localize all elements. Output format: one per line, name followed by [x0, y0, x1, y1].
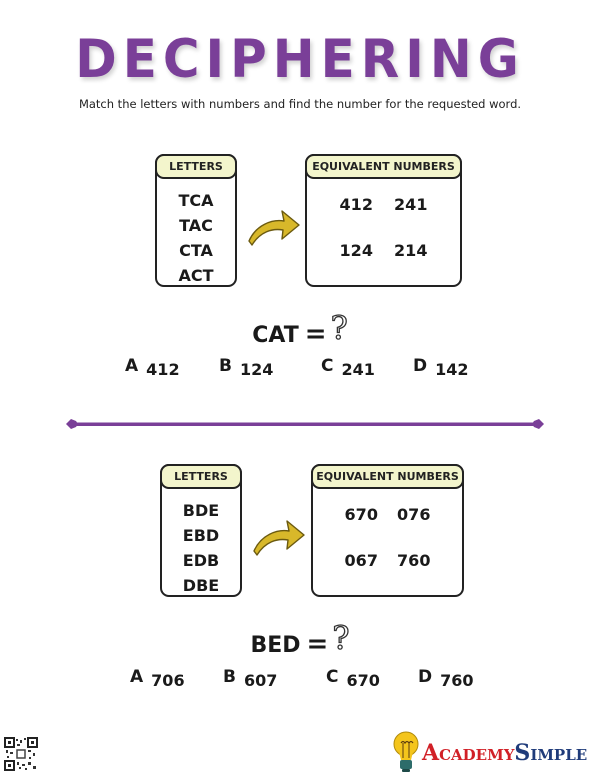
- number-item: 670: [344, 505, 378, 524]
- letters-box-2: [160, 464, 242, 597]
- qr-code-icon: [4, 737, 38, 771]
- letters-list-2: [162, 498, 240, 598]
- answer-options-1: [0, 356, 600, 390]
- letter-item: EBD: [182, 526, 220, 545]
- letter-item: BDE: [182, 501, 220, 520]
- answer-options-2: [0, 667, 600, 701]
- arrow-icon: [246, 203, 302, 247]
- number-item: 214: [394, 241, 428, 260]
- question-2: [0, 619, 600, 660]
- number-item: 076: [397, 505, 431, 524]
- letter-item: EDB: [182, 551, 220, 570]
- section-divider: [66, 419, 544, 429]
- question-word: BED: [250, 633, 301, 658]
- letter-item: TAC: [179, 216, 213, 235]
- number-item: 124: [339, 241, 373, 260]
- letter-item: CTA: [179, 241, 213, 260]
- equals-sign: =: [306, 629, 329, 659]
- numbers-grid-2: [313, 504, 462, 572]
- lightbulb-icon: [392, 730, 420, 774]
- numbers-box-2: [311, 464, 464, 597]
- numbers-header-1: EQUIVALENT NUMBERS: [305, 154, 462, 179]
- option-d[interactable]: D 142: [413, 356, 469, 379]
- question-mark-icon: ?: [332, 619, 350, 657]
- letter-item: DBE: [182, 576, 220, 595]
- letters-header-1: LETTERS: [155, 154, 237, 179]
- numbers-header-2: EQUIVALENT NUMBERS: [311, 464, 464, 489]
- instructions-text: Match the letters with numbers and find the number for the requested word.: [78, 97, 522, 111]
- option-b[interactable]: B 124: [219, 356, 274, 379]
- option-c[interactable]: C 241: [321, 356, 375, 379]
- option-b[interactable]: B 607: [223, 667, 278, 690]
- letter-item: ACT: [178, 266, 214, 285]
- letter-item: TCA: [178, 191, 214, 210]
- option-c[interactable]: C 670: [326, 667, 380, 690]
- letters-box-1: [155, 154, 237, 287]
- numbers-grid-1: [307, 194, 460, 262]
- number-item: 241: [394, 195, 428, 214]
- page-title: DECIPHERING: [75, 28, 525, 90]
- arrow-icon: [251, 513, 307, 557]
- option-d[interactable]: D 760: [418, 667, 474, 690]
- number-item: 067: [344, 551, 378, 570]
- logo-text: ACADEMYSIMPLE: [422, 740, 588, 766]
- question-word: CAT: [252, 323, 299, 348]
- numbers-box-1: [305, 154, 462, 287]
- question-1: [0, 309, 600, 350]
- number-item: 760: [397, 551, 431, 570]
- question-mark-icon: ?: [330, 309, 348, 347]
- equals-sign: =: [304, 319, 327, 349]
- number-item: 412: [339, 195, 373, 214]
- letters-list-1: [157, 188, 235, 288]
- letters-header-2: LETTERS: [160, 464, 242, 489]
- option-a[interactable]: A 412: [125, 356, 180, 379]
- academy-simple-logo: [392, 730, 600, 774]
- option-a[interactable]: A 706: [130, 667, 185, 690]
